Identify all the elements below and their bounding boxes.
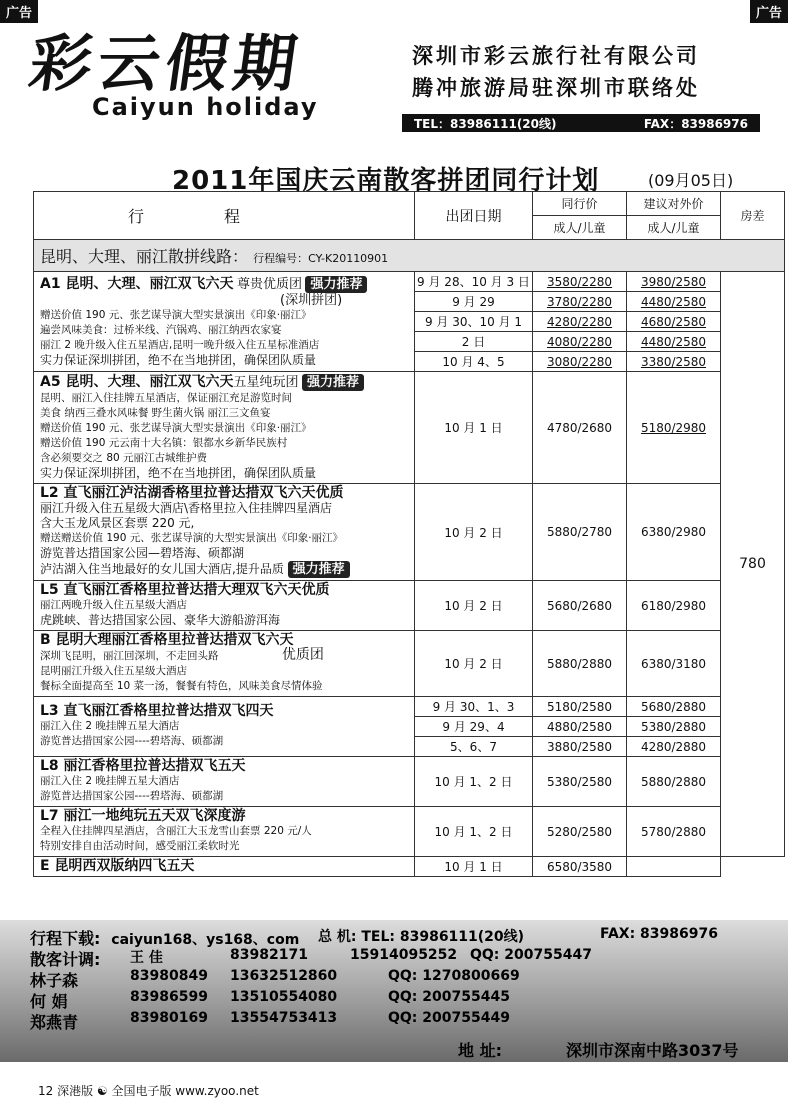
agent-tel: 83980849 — [130, 968, 208, 984]
company-office: 腾冲旅游局驻深圳市联络处 — [412, 76, 700, 100]
agent-tel: 83986599 — [130, 989, 208, 1005]
route-desc: 美食 纳西三叠水风味餐 野生菌火锅 丽江三文鱼宴 — [40, 407, 271, 419]
route-l2 — [34, 484, 415, 581]
route-desc: 含大玉龙风景区套票 220 元, — [40, 516, 195, 530]
table-row — [34, 372, 785, 484]
agent-qq: QQ: 1270800669 — [388, 968, 520, 984]
peer-price: 3780/2280 — [533, 292, 627, 312]
route-sub: (深圳拼团) — [280, 292, 343, 308]
route-desc: 赠送赠送价值 190 元、张艺谋导演的大型实景演出《印象·丽江》 — [40, 532, 344, 544]
peer-price: 5680/2680 — [533, 581, 627, 631]
retail-price: 4480/2580 — [627, 332, 721, 352]
peer-price: 4280/2280 — [533, 312, 627, 332]
depart-date: 10 月 1 日 — [415, 857, 533, 877]
section-title: 昆明、大理、丽江散拼线路： — [40, 247, 249, 266]
brand-name-en: Caiyun holiday — [92, 93, 319, 121]
route-desc: 遍尝风味美食：过桥米线、汽锅鸡、丽江纳西农家宴 — [40, 323, 282, 336]
table-row — [34, 757, 785, 807]
route-desc: 实力保证深圳拼团，绝不在当地拼团，确保团队质量 — [40, 466, 317, 480]
agent-mobile: 13554753413 — [230, 1010, 338, 1026]
peer-price: 5380/2580 — [533, 757, 627, 807]
agent-tel: 83982171 — [230, 947, 308, 963]
route-desc: 餐标全面提高至 10 菜一汤，餐餐有特色，风味美食尽情体验 — [40, 680, 323, 692]
depart-date: 9 月 29 — [415, 292, 533, 312]
route-title: L5 直飞丽江香格里拉普达措大理双飞六天优质 — [40, 582, 330, 598]
agent-name: 林子森 — [30, 971, 79, 990]
table-row — [34, 697, 785, 717]
footer-fax: FAX: 83986976 — [600, 926, 718, 942]
route-desc: 特别安排自由活动时间，感受丽江柔软时光 — [40, 840, 240, 852]
col-peer-sub: 成人/儿童 — [533, 216, 627, 240]
route-b — [34, 631, 415, 697]
route-desc: 游览普达措国家公园----碧塔海、硕都湖 — [40, 735, 224, 747]
route-grade: 五星纯玩团 — [233, 375, 299, 390]
route-title: L3 直飞丽江香格里拉普达措双飞四天 — [40, 703, 274, 719]
route-title: A1 昆明、大理、丽江双飞六天 — [40, 275, 234, 292]
retail-price: 5680/2880 — [627, 697, 721, 717]
route-l5 — [34, 581, 415, 631]
route-desc: 含必须要交之 80 元丽江古城维护费 — [40, 452, 208, 464]
footer-download — [30, 926, 299, 949]
route-title: L2 直飞丽江泸沽湖香格里拉普达措双飞六天优质 — [40, 485, 344, 501]
route-desc: 昆明、丽江入住挂牌五星酒店，保证丽江充足游览时间 — [40, 392, 292, 404]
route-l8 — [34, 757, 415, 807]
brand-name-cn: 彩云假期 — [24, 27, 308, 100]
agent-qq: QQ: 200755447 — [470, 947, 592, 963]
peer-price: 4780/2680 — [533, 372, 627, 484]
depart-date: 10 月 1、2 日 — [415, 807, 533, 857]
page-footer: 12 深港版 ☯ 全国电子版 www.zyoo.net — [38, 1084, 259, 1098]
page-title: 2011年国庆云南散客拼团同行计划 — [172, 166, 600, 196]
recommend-badge: 强力推荐 — [302, 374, 364, 391]
route-title: A5 昆明、大理、丽江双飞六天 — [40, 374, 234, 390]
retail-price: 4680/2580 — [627, 312, 721, 332]
agent-mobile: 15914095252 — [350, 947, 458, 963]
route-desc: 赠送价值 190 元、张艺谋导演大型实景演出《印象·丽江》 — [40, 308, 312, 321]
retail-price: 4280/2880 — [627, 737, 721, 757]
depart-date: 10 月 2 日 — [415, 484, 533, 581]
route-l3 — [34, 697, 415, 757]
route-desc: 赠送价值 190 元云南十大名镇：银都水乡新华民族村 — [40, 437, 288, 449]
peer-price: 3080/2280 — [533, 352, 627, 372]
route-e — [34, 857, 415, 877]
col-date: 出团日期 — [415, 192, 533, 240]
col-peer-price: 同行价 — [533, 192, 627, 216]
footer-contact-block — [0, 920, 788, 1062]
retail-price: 6180/2980 — [627, 581, 721, 631]
table-row — [34, 272, 785, 292]
table-row — [34, 581, 785, 631]
agent-mobile: 13632512860 — [230, 968, 338, 984]
col-retail-price: 建议对外价 — [627, 192, 721, 216]
retail-price: 6380/3180 — [627, 631, 721, 697]
company-tel: TEL：83986111(20线) — [414, 117, 557, 131]
route-title: L7 丽江一地纯玩五天双飞深度游 — [40, 808, 246, 824]
route-desc: 昆明丽江升级入住五星级大酒店 — [40, 665, 187, 677]
depart-date: 10 月 4、5 — [415, 352, 533, 372]
peer-price: 5880/2780 — [533, 484, 627, 581]
route-a5 — [34, 372, 415, 484]
col-route: 行程 — [34, 192, 415, 240]
route-desc: 丽江升级入住五星级大酒店\香格里拉入住挂牌四星酒店 — [40, 501, 333, 515]
company-fax: FAX：83986976 — [643, 117, 748, 131]
download-label: 行程下载: — [30, 929, 101, 948]
room-diff: 780 — [721, 272, 785, 857]
table-row — [34, 631, 785, 697]
contact-bar — [402, 114, 760, 132]
route-desc: 实力保证深圳拼团，绝不在当地拼团，确保团队质量 — [40, 352, 317, 367]
col-retail-sub: 成人/儿童 — [627, 216, 721, 240]
agent-name: 王 佳 — [130, 950, 163, 966]
route-desc: 游览普达措国家公园—碧塔海、硕都湖 — [40, 546, 245, 560]
route-l7 — [34, 807, 415, 857]
route-a1 — [34, 272, 415, 372]
table-row — [34, 484, 785, 581]
peer-price: 3580/2280 — [533, 272, 627, 292]
depart-date: 9 月 29、4 — [415, 717, 533, 737]
route-title: E 昆明西双版纳四飞五天 — [40, 858, 195, 874]
header-row — [34, 192, 785, 216]
retail-price: 4480/2580 — [627, 292, 721, 312]
agent-name: 郑燕青 — [30, 1013, 79, 1032]
route-desc: 丽江入住 2 晚挂牌五星大酒店 — [40, 775, 180, 787]
recommend-badge: 强力推荐 — [305, 276, 367, 293]
retail-price: 3980/2580 — [627, 272, 721, 292]
peer-price: 5180/2580 — [533, 697, 627, 717]
peer-price: 3880/2580 — [533, 737, 627, 757]
peer-price: 6580/3580 — [533, 857, 627, 877]
agent-mobile: 13510554080 — [230, 989, 338, 1005]
route-desc: 丽江两晚升级入住五星级大酒店 — [40, 599, 187, 611]
route-desc: 游览普达措国家公园----碧塔海、硕都湖 — [40, 790, 224, 802]
retail-price: 5780/2880 — [627, 807, 721, 857]
address: 深圳市深南中路3037号 — [566, 1041, 739, 1060]
section-row — [34, 240, 785, 272]
depart-date: 10 月 2 日 — [415, 631, 533, 697]
company-block — [412, 40, 700, 104]
depart-date: 9 月 30、10 月 1 — [415, 312, 533, 332]
itinerary-table — [33, 191, 785, 877]
col-room-diff: 房差 — [721, 192, 785, 240]
depart-date: 9 月 30、1、3 — [415, 697, 533, 717]
route-desc: 泸沽湖入住当地最好的女儿国大酒店,提升品质 — [40, 562, 284, 576]
route-title: B 昆明大理丽江香格里拉普达措双飞六天 — [40, 632, 294, 648]
section-code: 行程编号：CY-K20110901 — [253, 252, 389, 265]
retail-price: 5180/2980 — [627, 372, 721, 484]
retail-price: 6380/2980 — [627, 484, 721, 581]
retail-price: 5880/2880 — [627, 757, 721, 807]
ad-tag-right: 广告 — [750, 0, 788, 23]
address-label: 地 址: — [458, 1041, 502, 1060]
peer-price: 4080/2280 — [533, 332, 627, 352]
recommend-badge: 强力推荐 — [288, 561, 350, 578]
ad-tag-left: 广告 — [0, 0, 38, 23]
route-grade: 尊贵优质团 — [236, 276, 302, 292]
table-row — [34, 857, 785, 877]
peer-price: 4880/2580 — [533, 717, 627, 737]
retail-price: 5380/2880 — [627, 717, 721, 737]
retail-price — [627, 857, 721, 877]
depart-date: 10 月 2 日 — [415, 581, 533, 631]
depart-date: 10 月 1、2 日 — [415, 757, 533, 807]
retail-price: 3380/2580 — [627, 352, 721, 372]
company-name: 深圳市彩云旅行社有限公司 — [412, 44, 700, 68]
table-row — [34, 807, 785, 857]
agent-qq: QQ: 200755449 — [388, 1010, 510, 1026]
route-desc: 赠送价值 190 元、张艺谋导演大型实景演出《印象·丽江》 — [40, 422, 312, 434]
route-desc: 丽江入住 2 晚挂牌五星大酒店 — [40, 720, 180, 732]
footer-main-tel: 总 机: TEL: 83986111(20线) — [318, 929, 525, 945]
depart-date: 9 月 28、10 月 3 日 — [415, 272, 533, 292]
consult-label: 散客计调: — [30, 950, 101, 969]
depart-date: 5、6、7 — [415, 737, 533, 757]
download-sites: caiyun168、ys168、com — [111, 932, 300, 948]
route-desc: 深圳飞昆明，丽江回深圳，不走回头路 — [40, 650, 219, 662]
peer-price: 5880/2880 — [533, 631, 627, 697]
route-desc: 虎跳峡、普达措国家公园、豪华大游船游洱海 — [40, 613, 281, 627]
depart-date: 2 日 — [415, 332, 533, 352]
agent-tel: 83980169 — [130, 1010, 208, 1026]
route-desc: 全程入住挂牌四星酒店，含丽江大玉龙雪山套票 220 元/人 — [40, 825, 312, 837]
route-grade: 优质团 — [281, 647, 324, 663]
route-desc: 丽江 2 晚升级入住五星酒店,昆明一晚升级入住五星标准酒店 — [40, 338, 320, 351]
depart-date: 10 月 1 日 — [415, 372, 533, 484]
agent-qq: QQ: 200755445 — [388, 989, 510, 1005]
peer-price: 5280/2580 — [533, 807, 627, 857]
agent-name: 何 娟 — [30, 992, 68, 1011]
page-date: (09月05日) — [648, 171, 734, 190]
route-title: L8 丽江香格里拉普达措双飞五天 — [40, 758, 246, 774]
